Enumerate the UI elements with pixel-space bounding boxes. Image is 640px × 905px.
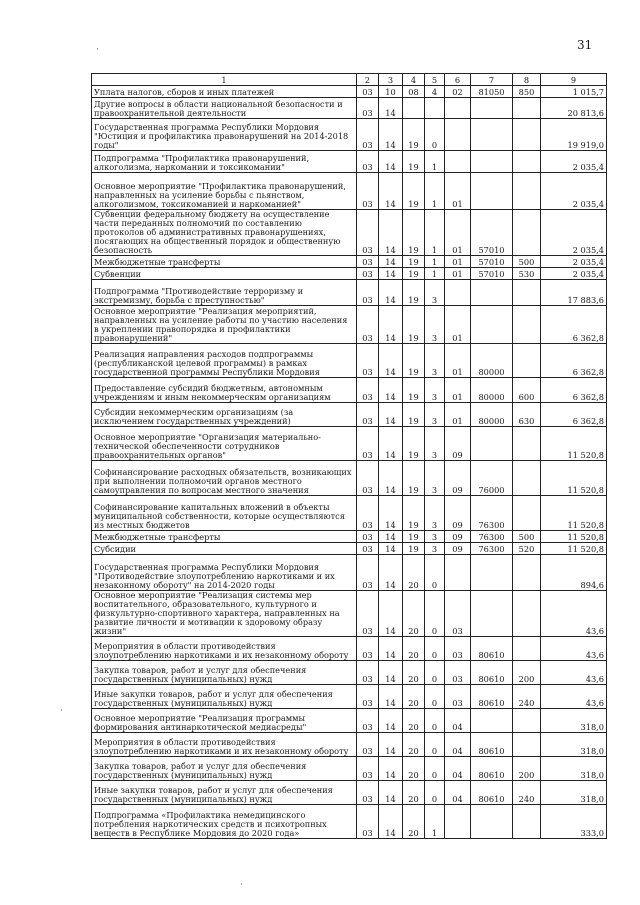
expense-type-code xyxy=(513,344,541,378)
table-row xyxy=(92,403,607,427)
row-name: Государственная программа Республики Мордовия "Юстиция и профилактика правонарушений на 2014-2018 годы" xyxy=(92,119,357,151)
row-name: Подпрограмма "Профилактика правонарушений, алкоголизма, наркомании и токсикомании" xyxy=(92,151,357,173)
budget-table xyxy=(91,73,607,839)
expense-type-code xyxy=(513,173,541,210)
expense-type-code: 520 xyxy=(513,543,541,555)
activity-code: 02 xyxy=(445,86,471,98)
direction-code: 76300 xyxy=(471,543,513,555)
activity-code xyxy=(445,98,471,119)
expense-type-code: 240 xyxy=(513,685,541,709)
direction-code: 57010 xyxy=(471,256,513,268)
program-code: 19 xyxy=(403,210,425,256)
section-code: 03 xyxy=(357,344,379,378)
subsection-code: 14 xyxy=(379,98,403,119)
subsection-code: 14 xyxy=(379,173,403,210)
row-name: Основное мероприятие "Профилактика правонарушений, направленных на усиление борьбы с пьянством, алкоголизмом, токсикоманией и наркоманией" xyxy=(92,173,357,210)
table-row xyxy=(92,86,607,98)
program-code: 19 xyxy=(403,119,425,151)
activity-code: 04 xyxy=(445,709,471,733)
activity-code xyxy=(445,555,471,591)
subsection-code: 14 xyxy=(379,151,403,173)
program-code: 20 xyxy=(403,781,425,805)
expense-type-code: 530 xyxy=(513,268,541,280)
row-name: Основное мероприятие "Реализация программы формирования антинаркотической медиасреды" xyxy=(92,709,357,733)
program-code: 20 xyxy=(403,709,425,733)
subsection-code: 14 xyxy=(379,378,403,403)
subsection-code: 14 xyxy=(379,256,403,268)
section-code: 03 xyxy=(357,268,379,280)
column-header: 6 xyxy=(445,74,471,86)
expense-type-code xyxy=(513,637,541,661)
program-code: 19 xyxy=(403,531,425,543)
program-code: 19 xyxy=(403,378,425,403)
expense-type-code xyxy=(513,555,541,591)
subsection-code: 14 xyxy=(379,805,403,839)
expense-type-code xyxy=(513,461,541,496)
section-code: 03 xyxy=(357,661,379,685)
activity-code: 04 xyxy=(445,781,471,805)
expense-type-code xyxy=(513,98,541,119)
table-row xyxy=(92,344,607,378)
row-name: Закупка товаров, работ и услуг для обеспечения государственных (муниципальных) нужд xyxy=(92,757,357,781)
program-code: 20 xyxy=(403,661,425,685)
activity-code: 04 xyxy=(445,757,471,781)
section-code: 03 xyxy=(357,461,379,496)
subprogram-code: 0 xyxy=(425,555,445,591)
row-name: Реализация направления расходов подпрограммы (республиканской целевой программы) в рамках государственной программы Республики Мордовия xyxy=(92,344,357,378)
row-sum: 318,0 xyxy=(541,709,607,733)
scan-dot: · xyxy=(240,880,243,890)
program-code: 19 xyxy=(403,280,425,306)
direction-code: 80610 xyxy=(471,781,513,805)
row-sum: 11 520,8 xyxy=(541,461,607,496)
subprogram-code: 3 xyxy=(425,461,445,496)
activity-code: 09 xyxy=(445,496,471,531)
subsection-code: 14 xyxy=(379,757,403,781)
subsection-code: 14 xyxy=(379,781,403,805)
page-number: 31 xyxy=(577,38,593,52)
expense-type-code xyxy=(513,427,541,461)
subsection-code: 10 xyxy=(379,86,403,98)
section-code: 03 xyxy=(357,210,379,256)
section-code: 03 xyxy=(357,86,379,98)
subsection-code: 14 xyxy=(379,403,403,427)
expense-type-code: 600 xyxy=(513,378,541,403)
section-code: 03 xyxy=(357,403,379,427)
activity-code: 09 xyxy=(445,531,471,543)
row-sum: 11 520,8 xyxy=(541,496,607,531)
subprogram-code: 0 xyxy=(425,685,445,709)
subsection-code: 14 xyxy=(379,661,403,685)
column-header: 8 xyxy=(513,74,541,86)
subprogram-code: 4 xyxy=(425,86,445,98)
row-sum: 17 883,6 xyxy=(541,280,607,306)
subsection-code: 14 xyxy=(379,461,403,496)
row-name: Государственная программа Республики Мордовия "Противодействие злоупотреблению наркотиками и их незаконному обороту" на 2014-2020 годы xyxy=(92,555,357,591)
direction-code: 80610 xyxy=(471,661,513,685)
section-code: 03 xyxy=(357,805,379,839)
row-sum: 11 520,8 xyxy=(541,427,607,461)
table-row xyxy=(92,98,607,119)
table-header-row xyxy=(92,74,607,86)
table-row xyxy=(92,378,607,403)
program-code: 20 xyxy=(403,555,425,591)
row-sum: 43,6 xyxy=(541,591,607,637)
program-code xyxy=(403,98,425,119)
row-name: Субсидии некоммерческим организациям (за исключением государственных учреждений) xyxy=(92,403,357,427)
row-name: Иные закупки товаров, работ и услуг для обеспечения государственных (муниципальных) нужд xyxy=(92,781,357,805)
row-sum: 19 919,0 xyxy=(541,119,607,151)
activity-code: 09 xyxy=(445,427,471,461)
row-sum: 43,6 xyxy=(541,685,607,709)
subprogram-code: 1 xyxy=(425,151,445,173)
column-header: 1 xyxy=(92,74,357,86)
program-code: 19 xyxy=(403,403,425,427)
activity-code: 09 xyxy=(445,543,471,555)
section-code: 03 xyxy=(357,781,379,805)
row-name: Межбюджетные трансферты xyxy=(92,256,357,268)
program-code: 20 xyxy=(403,757,425,781)
row-name: Софинансирование капитальных вложений в объекты муниципальной собственности, которые осуществляются из местных бюджетов xyxy=(92,496,357,531)
section-code: 03 xyxy=(357,256,379,268)
section-code: 03 xyxy=(357,173,379,210)
row-sum: 43,6 xyxy=(541,637,607,661)
program-code: 19 xyxy=(403,461,425,496)
subsection-code: 14 xyxy=(379,709,403,733)
row-sum: 2 035,4 xyxy=(541,210,607,256)
direction-code: 80000 xyxy=(471,403,513,427)
direction-code xyxy=(471,306,513,344)
column-header: 3 xyxy=(379,74,403,86)
row-sum: 318,0 xyxy=(541,757,607,781)
direction-code xyxy=(471,173,513,210)
section-code: 03 xyxy=(357,709,379,733)
row-sum: 11 520,8 xyxy=(541,531,607,543)
table-row xyxy=(92,591,607,637)
subprogram-code: 1 xyxy=(425,268,445,280)
table-row xyxy=(92,119,607,151)
table-row xyxy=(92,543,607,555)
row-name: Субсидии xyxy=(92,543,357,555)
row-sum: 318,0 xyxy=(541,733,607,757)
program-code: 19 xyxy=(403,173,425,210)
table-row xyxy=(92,427,607,461)
table-row xyxy=(92,496,607,531)
program-code: 20 xyxy=(403,685,425,709)
expense-type-code xyxy=(513,591,541,637)
table-row xyxy=(92,685,607,709)
expense-type-code xyxy=(513,151,541,173)
subsection-code: 14 xyxy=(379,427,403,461)
table-row xyxy=(92,531,607,543)
direction-code: 76300 xyxy=(471,531,513,543)
activity-code: 01 xyxy=(445,256,471,268)
row-sum: 333,0 xyxy=(541,805,607,839)
table-row xyxy=(92,637,607,661)
activity-code: 01 xyxy=(445,210,471,256)
row-sum: 6 362,8 xyxy=(541,378,607,403)
subsection-code: 14 xyxy=(379,119,403,151)
section-code: 03 xyxy=(357,119,379,151)
subprogram-code: 1 xyxy=(425,210,445,256)
expense-type-code xyxy=(513,805,541,839)
direction-code xyxy=(471,427,513,461)
row-name: Иные закупки товаров, работ и услуг для обеспечения государственных (муниципальных) нужд xyxy=(92,685,357,709)
table-row xyxy=(92,661,607,685)
activity-code: 03 xyxy=(445,685,471,709)
column-header: 4 xyxy=(403,74,425,86)
expense-type-code: 240 xyxy=(513,781,541,805)
column-header: 9 xyxy=(541,74,607,86)
row-sum: 6 362,8 xyxy=(541,306,607,344)
subsection-code: 14 xyxy=(379,344,403,378)
subsection-code: 14 xyxy=(379,210,403,256)
row-name: Мероприятия в области противодействия злоупотреблению наркотиками и их незаконному обороту xyxy=(92,637,357,661)
direction-code: 80610 xyxy=(471,733,513,757)
subsection-code: 14 xyxy=(379,268,403,280)
section-code: 03 xyxy=(357,733,379,757)
subsection-code: 14 xyxy=(379,496,403,531)
activity-code: 01 xyxy=(445,268,471,280)
row-name: Подпрограмма «Профилактика немедицинского потребления наркотических средств и психотропных веществ в Республике Мордовия до 2020 года» xyxy=(92,805,357,839)
activity-code xyxy=(445,119,471,151)
activity-code: 01 xyxy=(445,378,471,403)
subprogram-code: 3 xyxy=(425,280,445,306)
subsection-code: 14 xyxy=(379,555,403,591)
subprogram-code: 3 xyxy=(425,344,445,378)
row-name: Подпрограмма "Противодействие терроризму и экстремизму, борьба с преступностью" xyxy=(92,280,357,306)
program-code: 19 xyxy=(403,151,425,173)
section-code: 03 xyxy=(357,496,379,531)
section-code: 03 xyxy=(357,531,379,543)
table-row xyxy=(92,709,607,733)
activity-code xyxy=(445,151,471,173)
section-code: 03 xyxy=(357,98,379,119)
section-code: 03 xyxy=(357,151,379,173)
subprogram-code: 3 xyxy=(425,378,445,403)
section-code: 03 xyxy=(357,378,379,403)
expense-type-code: 850 xyxy=(513,86,541,98)
table-row xyxy=(92,805,607,839)
direction-code: 80000 xyxy=(471,344,513,378)
direction-code: 57010 xyxy=(471,210,513,256)
subprogram-code: 3 xyxy=(425,496,445,531)
row-name: Основное мероприятие "Организация материально-технической обеспеченности сотрудников правоохранительных органов" xyxy=(92,427,357,461)
table-row xyxy=(92,256,607,268)
subprogram-code: 0 xyxy=(425,733,445,757)
expense-type-code xyxy=(513,709,541,733)
subprogram-code: 0 xyxy=(425,591,445,637)
subsection-code: 14 xyxy=(379,531,403,543)
subsection-code: 14 xyxy=(379,637,403,661)
section-code: 03 xyxy=(357,427,379,461)
direction-code: 80610 xyxy=(471,685,513,709)
activity-code: 01 xyxy=(445,344,471,378)
section-code: 03 xyxy=(357,280,379,306)
row-name: Софинансирование расходных обязательств, возникающих при выполнении полномочий органов местного самоуправления по вопросам местного значения xyxy=(92,461,357,496)
expense-type-code xyxy=(513,306,541,344)
row-sum: 318,0 xyxy=(541,781,607,805)
table-row xyxy=(92,757,607,781)
table-row xyxy=(92,151,607,173)
program-code: 20 xyxy=(403,637,425,661)
row-sum: 11 520,8 xyxy=(541,543,607,555)
activity-code: 03 xyxy=(445,637,471,661)
table-row xyxy=(92,306,607,344)
row-sum: 2 035,4 xyxy=(541,268,607,280)
direction-code: 76000 xyxy=(471,461,513,496)
row-name: Мероприятия в области противодействия злоупотреблению наркотиками и их незаконному обороту xyxy=(92,733,357,757)
subprogram-code: 0 xyxy=(425,709,445,733)
direction-code xyxy=(471,591,513,637)
program-code: 08 xyxy=(403,86,425,98)
subprogram-code: 1 xyxy=(425,173,445,210)
program-code: 19 xyxy=(403,496,425,531)
row-sum: 2 035,4 xyxy=(541,256,607,268)
row-name: Уплата налогов, сборов и иных платежей xyxy=(92,86,357,98)
subprogram-code: 0 xyxy=(425,119,445,151)
section-code: 03 xyxy=(357,555,379,591)
column-header: 5 xyxy=(425,74,445,86)
row-sum: 894,6 xyxy=(541,555,607,591)
direction-code: 80610 xyxy=(471,757,513,781)
row-name: Основное мероприятие "Реализация системы мер воспитательного, образовательного, культурного и физкультурно-спортивного характера, направленных на развитие личности и мотивации к здоровому образу жизни" xyxy=(92,591,357,637)
table-row xyxy=(92,210,607,256)
program-code: 19 xyxy=(403,427,425,461)
program-code: 19 xyxy=(403,344,425,378)
row-sum: 2 035,4 xyxy=(541,173,607,210)
row-sum: 6 362,8 xyxy=(541,344,607,378)
program-code: 19 xyxy=(403,306,425,344)
table-row xyxy=(92,781,607,805)
row-sum: 1 015,7 xyxy=(541,86,607,98)
row-name: Субвенции xyxy=(92,268,357,280)
subprogram-code: 3 xyxy=(425,403,445,427)
row-sum: 43,6 xyxy=(541,661,607,685)
program-code: 19 xyxy=(403,543,425,555)
row-name: Предоставление субсидий бюджетным, автономным учреждениям и иным некоммерческим организациям xyxy=(92,378,357,403)
table-row xyxy=(92,268,607,280)
row-sum: 6 362,8 xyxy=(541,403,607,427)
expense-type-code xyxy=(513,280,541,306)
subprogram-code: 3 xyxy=(425,543,445,555)
subprogram-code: 3 xyxy=(425,427,445,461)
row-name: Другие вопросы в области национальной безопасности и правоохранительной деятельности xyxy=(92,98,357,119)
row-name: Закупка товаров, работ и услуг для обеспечения государственных (муниципальных) нужд xyxy=(92,661,357,685)
section-code: 03 xyxy=(357,637,379,661)
section-code: 03 xyxy=(357,757,379,781)
direction-code: 57010 xyxy=(471,268,513,280)
expense-type-code xyxy=(513,496,541,531)
subsection-code: 14 xyxy=(379,685,403,709)
row-name: Основное мероприятие "Реализация мероприятий, направленных на усиление работы по участию населения в укреплении правопорядка и профилактики правонарушений" xyxy=(92,306,357,344)
subprogram-code: 0 xyxy=(425,757,445,781)
table-row xyxy=(92,461,607,496)
row-name: Субвенции федеральному бюджету на осуществление части переданных полномочий по составлению протоколов об административных правонарушениях, посягающих на общественный порядок и общественную безопасность xyxy=(92,210,357,256)
direction-code: 80000 xyxy=(471,378,513,403)
direction-code: 81050 xyxy=(471,86,513,98)
activity-code xyxy=(445,805,471,839)
expense-type-code: 200 xyxy=(513,661,541,685)
activity-code: 04 xyxy=(445,733,471,757)
activity-code: 01 xyxy=(445,403,471,427)
expense-type-code: 500 xyxy=(513,531,541,543)
program-code: 19 xyxy=(403,256,425,268)
subprogram-code: 1 xyxy=(425,805,445,839)
direction-code xyxy=(471,98,513,119)
column-header: 2 xyxy=(357,74,379,86)
program-code: 20 xyxy=(403,591,425,637)
direction-code xyxy=(471,151,513,173)
subprogram-code: 0 xyxy=(425,781,445,805)
activity-code: 01 xyxy=(445,173,471,210)
direction-code xyxy=(471,709,513,733)
table-row xyxy=(92,733,607,757)
direction-code xyxy=(471,555,513,591)
direction-code xyxy=(471,805,513,839)
row-name: Межбюджетные трансферты xyxy=(92,531,357,543)
subsection-code: 14 xyxy=(379,591,403,637)
activity-code: 01 xyxy=(445,306,471,344)
activity-code: 09 xyxy=(445,461,471,496)
section-code: 03 xyxy=(357,591,379,637)
program-code: 19 xyxy=(403,268,425,280)
subsection-code: 14 xyxy=(379,733,403,757)
subsection-code: 14 xyxy=(379,543,403,555)
subprogram-code: 0 xyxy=(425,637,445,661)
expense-type-code: 200 xyxy=(513,757,541,781)
row-sum: 2 035,4 xyxy=(541,151,607,173)
program-code: 20 xyxy=(403,733,425,757)
activity-code: 03 xyxy=(445,661,471,685)
row-sum: 20 813,6 xyxy=(541,98,607,119)
table-row xyxy=(92,555,607,591)
section-code: 03 xyxy=(357,543,379,555)
direction-code: 76300 xyxy=(471,496,513,531)
column-header: 7 xyxy=(471,74,513,86)
program-code: 20 xyxy=(403,805,425,839)
subprogram-code: 1 xyxy=(425,256,445,268)
table-body xyxy=(92,86,607,839)
subsection-code: 14 xyxy=(379,280,403,306)
subprogram-code: 3 xyxy=(425,306,445,344)
activity-code xyxy=(445,280,471,306)
expense-type-code: 630 xyxy=(513,403,541,427)
section-code: 03 xyxy=(357,306,379,344)
table-row xyxy=(92,280,607,306)
section-code: 03 xyxy=(357,685,379,709)
subsection-code: 14 xyxy=(379,306,403,344)
subprogram-code: 3 xyxy=(425,531,445,543)
expense-type-code xyxy=(513,210,541,256)
direction-code xyxy=(471,119,513,151)
activity-code: 03 xyxy=(445,591,471,637)
expense-type-code: 500 xyxy=(513,256,541,268)
expense-type-code xyxy=(513,733,541,757)
table-row xyxy=(92,173,607,210)
subprogram-code xyxy=(425,98,445,119)
direction-code: 80610 xyxy=(471,637,513,661)
direction-code xyxy=(471,280,513,306)
subprogram-code: 0 xyxy=(425,661,445,685)
scan-dot: · xyxy=(60,706,63,716)
scan-dot: · xyxy=(96,45,99,55)
expense-type-code xyxy=(513,119,541,151)
